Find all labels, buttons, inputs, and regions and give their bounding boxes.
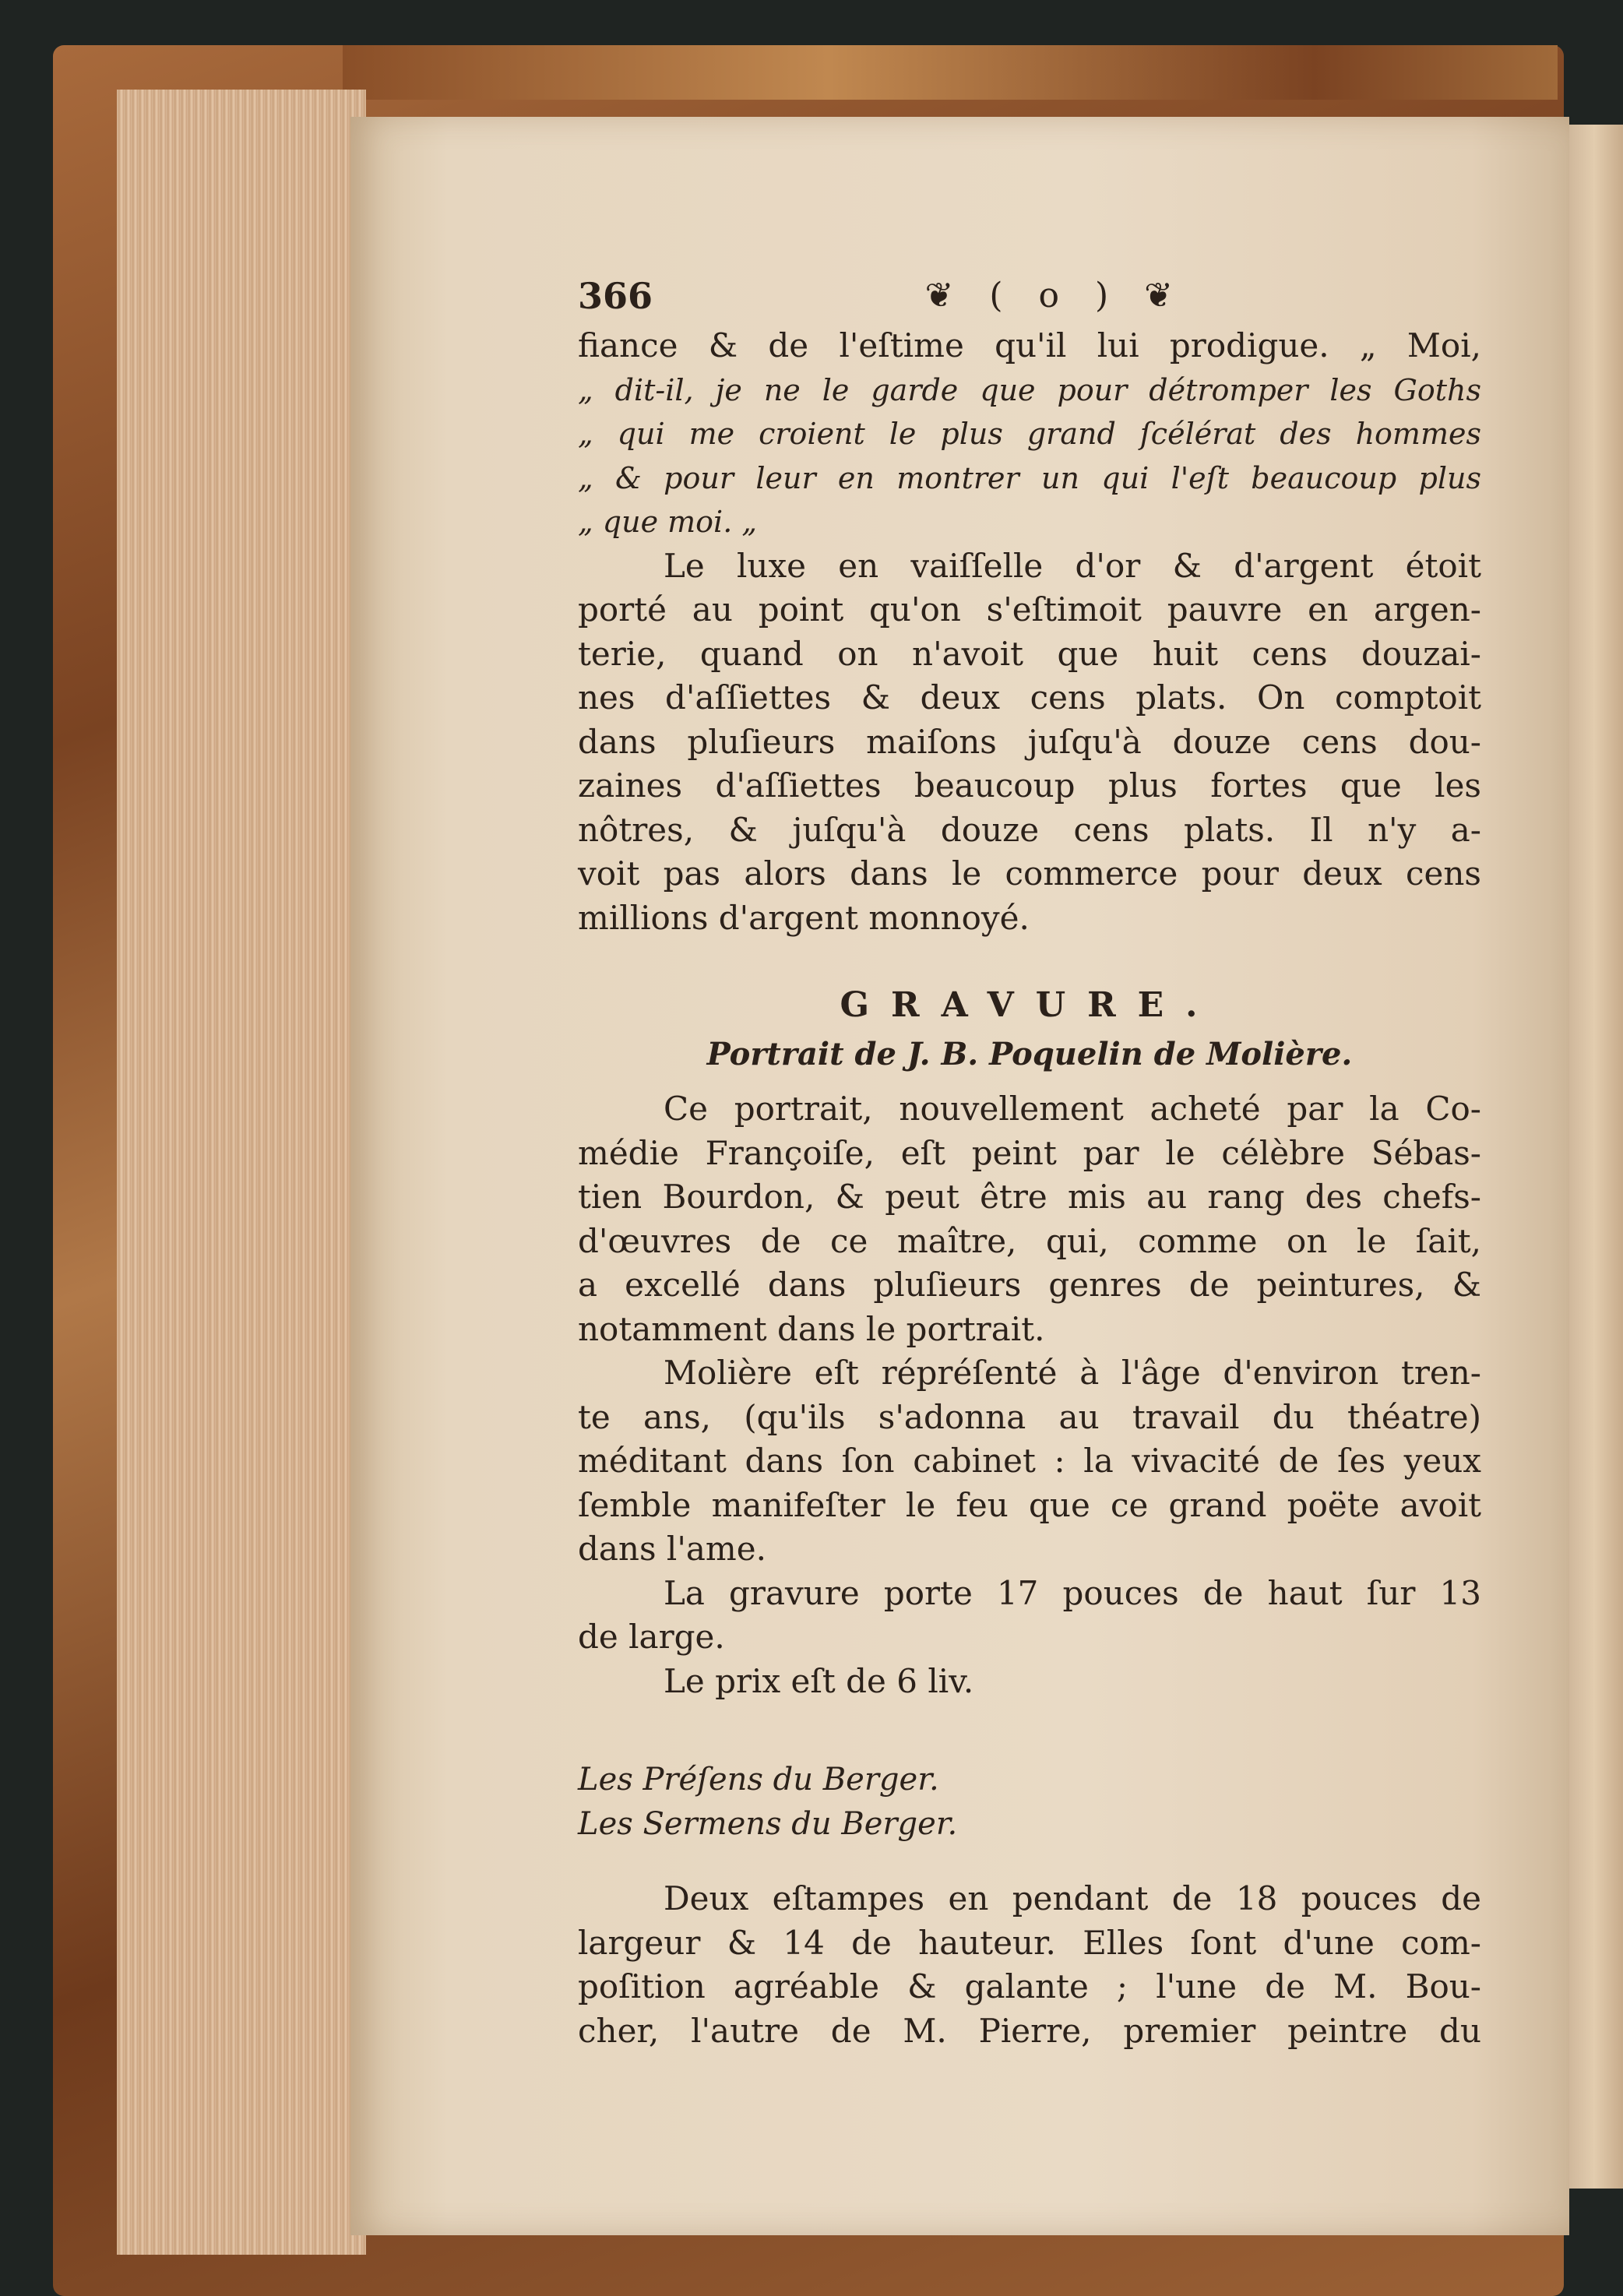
text-line: médie Françoiſe, eſt peint par le célèbre Sébas-: [578, 1133, 1481, 1172]
text-line: Molière eſt répréſenté à l'âge d'environ tren-: [664, 1354, 1481, 1392]
engraving-title: Les Sermens du Berger.: [578, 1805, 958, 1842]
paragraph-portrait: [578, 1087, 1481, 1351]
paragraph-estampes: [578, 1877, 1481, 2053]
text-line: Deux eſtampes en pendant de 18 pouces de: [664, 1879, 1481, 1917]
text-line: „ dit-il, je ne le garde que pour détromper les Goths: [578, 372, 1481, 407]
text-line: terie, quand on n'avoit que huit cens douzai-: [578, 634, 1481, 673]
facing-page-edge: [1565, 125, 1623, 2189]
text-line: poſition agréable & galante ; l'une de M. Bou-: [578, 1967, 1481, 2005]
paragraph-dimensions: [578, 1572, 1481, 1660]
text-line: nes d'aſſiettes & deux cens plats. On comptoit: [578, 678, 1481, 717]
engraving-title: Les Préſens du Berger.: [578, 1762, 939, 1798]
header-ornament: ❦ ( o ) ❦: [924, 275, 1185, 315]
text-line: nôtres, & juſqu'à douze cens plats. Il n'y a-: [578, 810, 1481, 849]
text-line: méditant dans ſon cabinet : la vivacité de ſes yeux: [578, 1442, 1481, 1480]
paragraph-quote: [578, 324, 1481, 544]
text-line: porté au point qu'on s'eſtimoit pauvre en argen-: [578, 590, 1481, 629]
text-line: „ qui me croient le plus grand ſcélérat des hommes: [578, 417, 1481, 451]
page-text: [578, 273, 1481, 2053]
cover-top-band: [343, 45, 1558, 100]
page-edges: [117, 90, 366, 2255]
text-line: de large.: [578, 1618, 725, 1656]
paragraph-moliere: [578, 1351, 1481, 1572]
text-line: „ & pour leur en montrer un qui l'eſt beaucoup plus: [578, 460, 1481, 495]
text-line: voit pas alors dans le commerce pour deux cens: [578, 854, 1481, 893]
text-line: La gravure porte 17 pouces de haut ſur 13: [664, 1573, 1481, 1612]
text-line: dans l'ame.: [578, 1530, 766, 1568]
section-subheading: Portrait de J. B. Poquelin de Molière.: [706, 1035, 1353, 1072]
running-header: [578, 273, 1185, 319]
text-line: millions d'argent monnoyé.: [578, 898, 1030, 937]
price-line: Le prix eſt de 6 liv.: [664, 1661, 974, 1700]
text-line: dans pluſieurs maiſons juſqu'à douze cens dou-: [578, 722, 1481, 761]
text-line: Le luxe en vaiſſelle d'or & d'argent étoit: [664, 546, 1481, 585]
text-line: largeur & 14 de hauteur. Elles ſont d'une com-: [578, 1923, 1481, 1962]
text-line: te ans, (qu'ils s'adonna au travail du théatre): [578, 1397, 1481, 1436]
section-heading: GRAVURE.: [840, 985, 1220, 1025]
text-line: zaines d'aſſiettes beaucoup plus fortes que les: [578, 766, 1481, 805]
text-line: ſemble manifeſter le feu que ce grand poëte avoit: [578, 1485, 1481, 1524]
text-line: notamment dans le portrait.: [578, 1309, 1045, 1348]
text-line: d'œuvres de ce maître, qui, comme on le ſait,: [578, 1221, 1481, 1260]
paragraph-luxe: [578, 544, 1481, 941]
text-line: „ que moi. „: [578, 505, 758, 539]
text-line: fiance & de l'eſtime qu'il lui prodigue. „ Moi,: [578, 326, 1481, 364]
text-line: cher, l'autre de M. Pierre, premier peintre du: [578, 2011, 1481, 2050]
text-line: Ce portrait, nouvellement acheté par la Co-: [664, 1090, 1481, 1128]
page-number: 366: [578, 274, 653, 317]
engraving-titles: [578, 1758, 1481, 1846]
text-line: tien Bourdon, & peut être mis au rang des chefs-: [578, 1178, 1481, 1216]
text-line: a excellé dans pluſieurs genres de peintures, &: [578, 1266, 1481, 1304]
